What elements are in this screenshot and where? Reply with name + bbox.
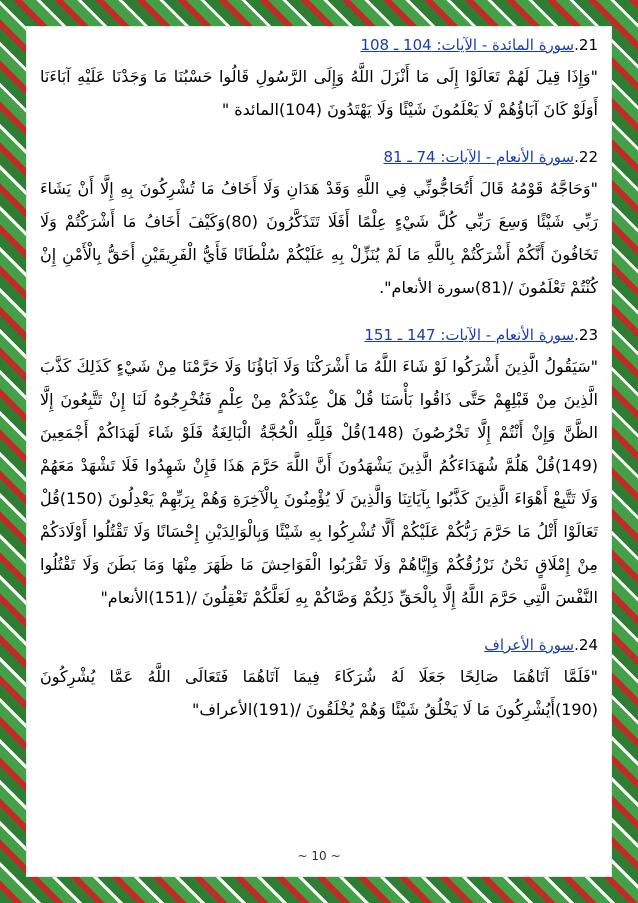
surah-title: سورة الأعراف — [484, 636, 575, 654]
surah-title: سورة الأنعام - الآيات: 147 ـ 151 — [364, 326, 575, 344]
verse-text: "وَحَاجَّهُ قَوْمُهُ قَالَ أَتُحَاجُّونِّي فِي اللَّهِ وَقَدْ هَدَانِ وَلَا أَخَافُ مَا تُشْرِكُونَ بِهِ إِلَّا أَنْ يَشَاءَ رَبِّي شَيْئًا وَسِعَ رَبِّي كُلَّ شَيْءٍ عِلْمًا أَفَلَا تَتَذَكَّرُونَ (80)وَكَيْفَ أَخَافُ مَا أَشْرَكْتُمْ وَلَا تَخَافُونَ أَنَّكُمْ أَشْرَكْتُمْ بِاللَّهِ مَا لَمْ يُنَزِّلْ بِهِ عَلَيْكُمْ سُلْطَانًا فَأَيُّ الْفَرِيقَيْنِ أَحَقُّ بِالْأَمْنِ إِنْ كُنْتُمْ تَعْلَمُونَ /(81)سورة الأنعام". — [40, 179, 598, 297]
verse-text: "فَلَمَّا آتَاهُمَا صَالِحًا جَعَلَا لَهُ شُرَكَاءَ فِيمَا آتَاهُمَا فَتَعَالَى اللَّهُ عَمَّا يُشْرِكُونَ (190)أَيُشْرِكُونَ مَا لَا يَخْلُقُ شَيْئًا وَهُمْ يُخْلَقُونَ /(191)الأعراف" — [40, 667, 598, 719]
section-21 — [40, 36, 598, 126]
verse-text: "سَيَقُولُ الَّذِينَ أَشْرَكُوا لَوْ شَاءَ اللَّهُ مَا أَشْرَكْنَا وَلَا آبَاؤُنَا وَلَا حَرَّمْنَا مِنْ شَيْءٍ كَذَلِكَ كَذَّبَ الَّذِينَ مِنْ قَبْلِهِمْ حَتَّى ذَاقُوا بَأْسَنَا قُلْ هَلْ عِنْدَكُمْ مِنْ عِلْمٍ فَتُخْرِجُوهُ لَنَا إِنْ تَتَّبِعُونَ إِلَّا الظَّنَّ وَإِنْ أَنْتُمْ إِلَّا تَخْرُصُونَ (148)قُلْ فَلِلَّهِ الْحُجَّةُ الْبَالِغَةُ فَلَوْ شَاءَ لَهَدَاكُمْ أَجْمَعِينَ (149)قُلْ هَلُمَّ شُهَدَاءَكُمُ الَّذِينَ يَشْهَدُونَ أَنَّ اللَّهَ حَرَّمَ هَذَا فَإِنْ شَهِدُوا فَلَا تَشْهَدْ مَعَهُمْ وَلَا تَتَّبِعْ أَهْوَاءَ الَّذِينَ كَذَّبُوا بِآيَاتِنَا وَالَّذِينَ لَا يُؤْمِنُونَ بِالْآخِرَةِ وَهُمْ بِرَبِّهِمْ يَعْدِلُونَ (150)قُلْ تَعَالَوْا أَتْلُ مَا حَرَّمَ رَبُّكُمْ عَلَيْكُمْ أَلَّا تُشْرِكُوا بِهِ شَيْئًا وَبِالْوَالِدَيْنِ إِحْسَانًا وَلَا تَقْتُلُوا أَوْلَادَكُمْ مِنْ إِمْلَاقٍ نَحْنُ نَرْزُقُكُمْ وَإِيَّاهُمْ وَلَا تَقْرَبُوا الْفَوَاحِشَ مَا ظَهَرَ مِنْهَا وَمَا بَطَنَ وَلَا تَقْتُلُوا النَّفْسَ الَّتِي حَرَّمَ اللَّهُ إِلَّا بِالْحَقِّ ذَلِكُمْ وَصَّاكُمْ بِهِ لَعَلَّكُمْ تَعْقِلُونَ /(151)الأنعام" — [40, 357, 599, 607]
surah-title: سورة الأنعام - الآيات: 74 ـ 81 — [383, 148, 575, 166]
section-heading — [40, 36, 598, 54]
document-body — [40, 36, 598, 863]
section-number: 24. — [574, 636, 598, 654]
section-number: 21. — [574, 36, 598, 54]
section-24 — [40, 636, 598, 726]
section-number: 23. — [574, 326, 598, 344]
verse-text: "وَإِذَا قِيلَ لَهُمْ تَعَالَوْا إِلَى مَا أَنْزَلَ اللَّهُ وَإِلَى الرَّسُولِ قَالُوا حَسْبُنَا مَا وَجَدْنَا عَلَيْهِ آبَاءَنَا أَوَلَوْ كَانَ آبَاؤُهُمْ لَا يَعْلَمُونَ شَيْئًا وَلَا يَهْتَدُونَ (104)المائدة " — [40, 67, 598, 119]
page-number: ~ 10 ~ — [297, 849, 341, 863]
section-22 — [40, 148, 598, 304]
section-heading — [40, 148, 598, 166]
section-heading — [40, 636, 598, 654]
surah-title: سورة المائدة - الآيات: 104 ـ 108 — [360, 36, 575, 54]
section-number: 22. — [574, 148, 598, 166]
section-23 — [40, 326, 598, 614]
section-heading — [40, 326, 598, 344]
